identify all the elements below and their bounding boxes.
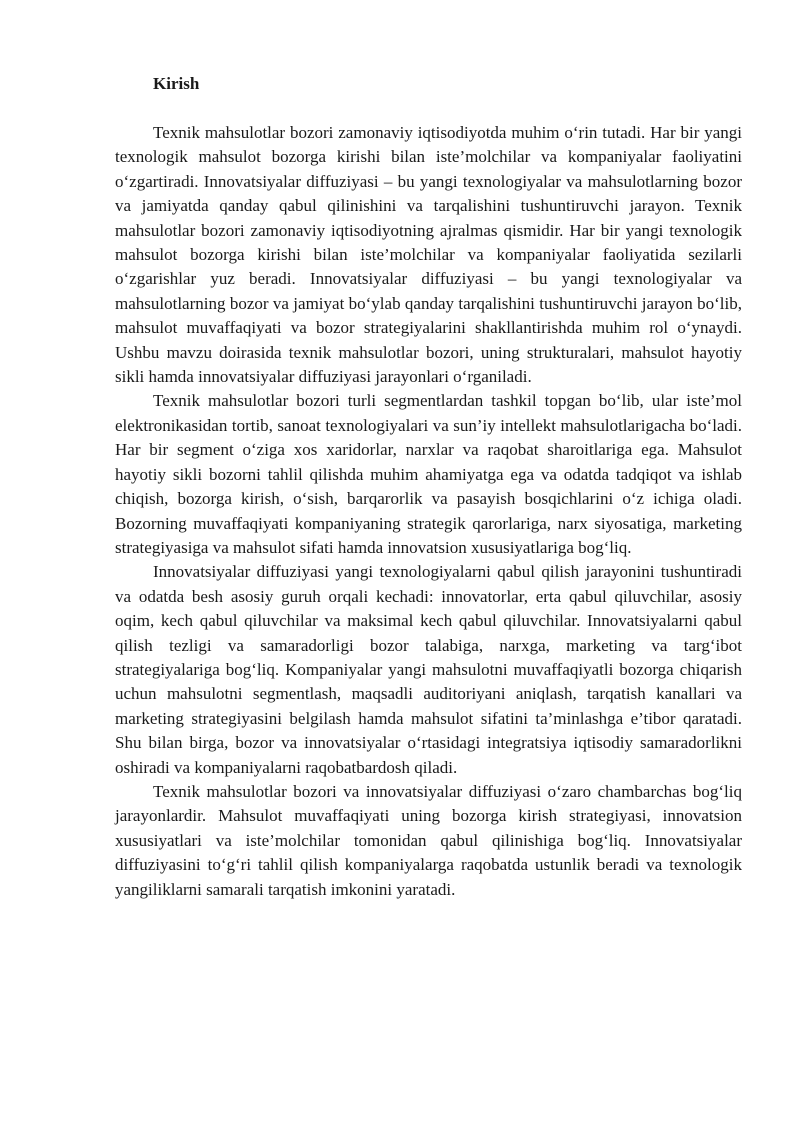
document-body <box>115 72 742 902</box>
paragraph-2: Texnik mahsulotlar bozori turli segmentlardan tashkil topgan bo‘lib, ular iste’mol elektronikasidan tortib, sanoat texnologiyalari va sun’iy intellekt mahsulotlarigacha bo‘ladi. Har bir segment o‘ziga xos xaridorlar, narxlar va raqobat sharoitlariga ega. Mahsulot hayotiy sikli bozorni tahlil qilishda muhim ahamiyatga ega va odatda tadqiqot va ishlab chiqish, bozorga kirish, o‘sish, barqarorlik va pasayish bosqichlarini o‘z ichiga oladi. Bozorning muvaffaqiyati kompaniyaning strategik qarorlariga, narx siyosatiga, marketing strategiyasiga va mahsulot sifati hamda innovatsion xususiyatlariga bog‘liq. <box>115 391 742 557</box>
section-heading: Kirish <box>153 74 200 93</box>
paragraph-3: Innovatsiyalar diffuziyasi yangi texnologiyalarni qabul qilish jarayonini tushuntiradi va odatda besh asosiy guruh orqali kechadi: innovatorlar, erta qabul qiluvchilar, asosiy oqim, kech qabul qiluvchilar va maksimal kech qabul qiluvchilar. Innovatsiyalarni qabul qilish tezligi va samaradorligi bozor talabiga, narxga, marketing va targ‘ibot strategiyalariga bog‘liq. Kompaniyalar yangi mahsulotni muvaffaqiyatli bozorga chiqarish uchun mahsulotni segmentlash, maqsadli auditoriyani aniqlash, tarqatish kanallari va marketing strategiyasini belgilash hamda mahsulot sifatini ta’minlashga e’tibor qaratadi. Shu bilan birga, bozor va innovatsiyalar o‘rtasidagi integratsiya iqtisodiy samaradorlikni oshiradi va kompaniyalarni raqobatbardosh qiladi. <box>115 562 742 777</box>
paragraph-4: Texnik mahsulotlar bozori va innovatsiyalar diffuziyasi o‘zaro chambarchas bog‘liq jarayonlardir. Mahsulot muvaffaqiyati uning bozorga kirish strategiyasi, innovatsion xususiyatlari va iste’molchilar tomonidan qabul qilinishiga bog‘liq. Innovatsiyalar diffuziyasini to‘g‘ri tahlil qilish kompaniyalarga raqobatda ustunlik beradi va texnologik yangiliklarni samarali tarqatish imkonini yaratadi. <box>115 781 742 899</box>
paragraph-1: Texnik mahsulotlar bozori zamonaviy iqtisodiyotda muhim o‘rin tutadi. Har bir yangi texnologik mahsulot bozorga kirishi bilan iste’molchilar va kompaniyalar faoliyatini o‘zgartiradi. Innovatsiyalar diffuziyasi – bu yangi texnologiyalar va mahsulotlarning bozor va jamiyatda qanday qabul qilinishini va tarqalishini tushuntiruvchi jarayon. Texnik mahsulotlar bozori zamonaviy iqtisodiyotning ajralmas qismidir. Har bir yangi texnologik mahsulot bozorga kirishi bilan iste’molchilar va kompaniyalar faoliyatida sezilarli o‘zgarishlar yuz beradi. Innovatsiyalar diffuziyasi – bu yangi texnologiyalar va mahsulotlarning bozor va jamiyat bo‘ylab qanday tarqalishini tushuntiruvchi jarayon bo‘lib, mahsulot muvaffaqiyati va bozor strategiyalarini shakllantirishda muhim rol o‘ynaydi. Ushbu mavzu doirasida texnik mahsulotlar bozori, uning strukturalari, mahsulot hayotiy sikli hamda innovatsiyalar diffuziyasi jarayonlari o‘rganiladi. <box>115 123 742 387</box>
